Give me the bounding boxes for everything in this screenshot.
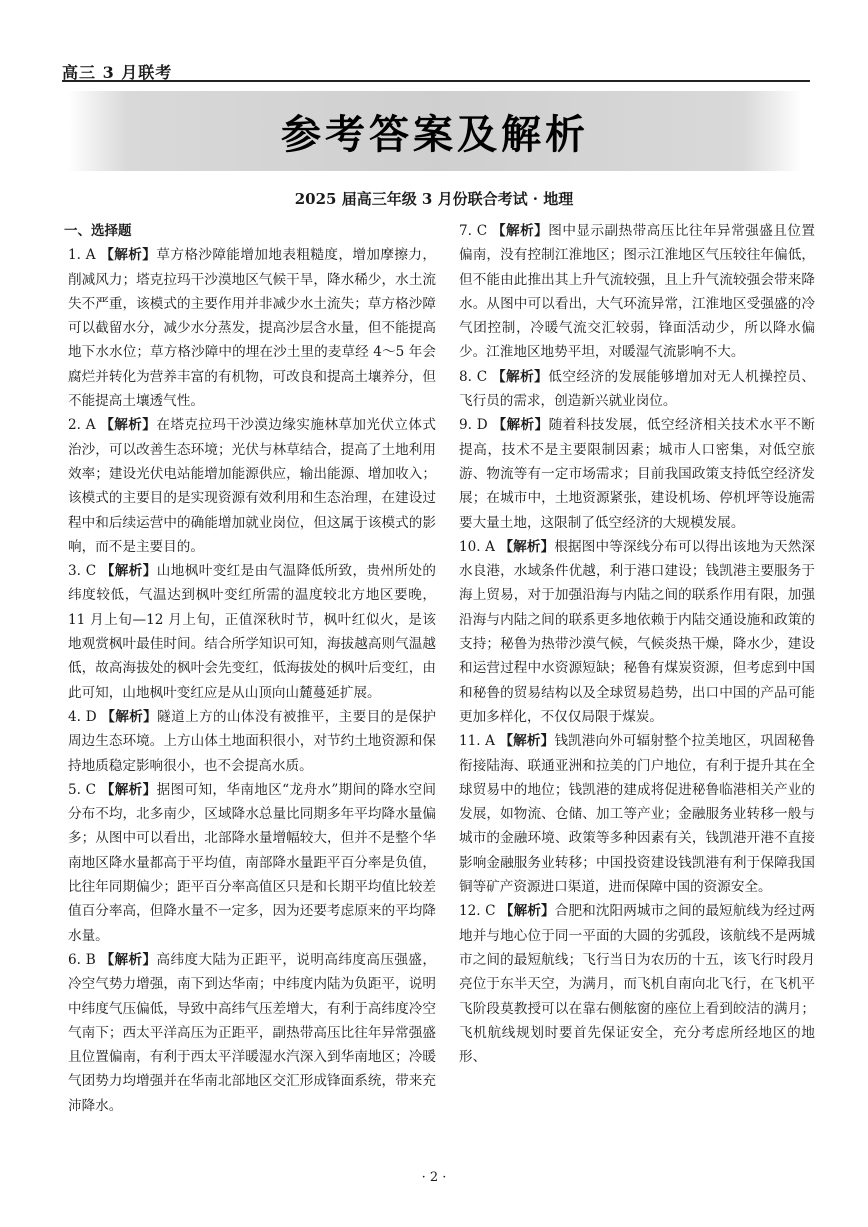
answer-item-11: 11. A 【解析】钱凯港向外可辐射整个拉美地区，巩固秘鲁衔接陆海、联通亚洲和拉美的门户地位，有利于提升其在全球贸易中的地位；钱凯港的建成将促进秘鲁临港相关产业的发展，如物流、仓储、加工等产业；金融服务业转移一般与城市的金融环境、政策等多种因素有关，钱凯港开港不直接影响金融服务业转移；中国投资建设钱凯港有利于保障我国铜等矿产资源进口渠道，进而保障中国的资源安全。: [459, 733, 816, 896]
answer-item-5: 5. C 【解析】据图可知，华南地区“龙舟水”期间的降水空间分布不均，北多南少，区域降水总量比同期多年平均降水量偏多；从图中可以看出，北部降水量增幅较大，但并不是整个华南地区降水量都高于平均值，南部降水量距平百分率是负值，比往年同期偏少；距平百分率高值区只是和长期平均值比较差值百分率高，但降水量不一定多，因为还要考虑原来的平均降水量。: [68, 781, 436, 944]
header-rule: [62, 80, 810, 82]
answer-item-3: 3. C 【解析】山地枫叶变红是由气温降低所致，贵州所处的纬度较低，气温达到枫叶变红所需的温度较北方地区要晚，11 月上旬—12 月上旬，正值深秋时节，枫叶红似火，是该地观赏枫叶最佳时间。结合所学知识可知，海拔越高则气温越低，故高海拔处的枫叶会先变红，低海拔处的枫叶后变红，由此可知，山地枫叶变红应是从山顶向山麓蔓延扩展。: [68, 563, 437, 701]
answer-item-10: 10. A 【解析】根据图中等深线分布可以得出该地为天然深水良港，水域条件优越，利于港口建设；钱凯港主要服务于海上贸易，对于加强沿海与内陆之间的联系作用有限，加强沿海与内陆之间的联系更多地依赖于内陆交通设施和政策的支持；秘鲁为热带沙漠气候，气候炎热干燥，降水少，建设和运营过程中水资源短缺；秘鲁有煤炭资源，但考虑到中国和秘鲁的贸易结构以及全球贸易趋势，出口中国的产品可能更加多样化，不仅仅局限于煤炭。: [459, 538, 816, 725]
answer-item-9: 9. D 【解析】随着科技发展，低空经济相关技术水平不断提高，技术不是主要限制因素；城市人口密集，对低空旅游、物流等有一定市场需求；目前我国政策支持低空经济发展；在城市中，土地资源紧张，建设机场、停机坪等设施需要大量土地，这限制了低空经济的大规模发展。: [459, 417, 816, 531]
right-column: [455, 219, 815, 1069]
answer-item-2: 2. A 【解析】在塔克拉玛干沙漠边缘实施林草加光伏立体式治沙，可以改善生态环境；光伏与林草结合，提高了土地利用效率；建设光伏电站能增加能源供应，输出能源、增加收入；该模式的主要目的是实现资源有效利用和生态治理，在建设过程中和后续运营中的确能增加就业岗位，但这属于该模式的影响，而不是主要目的。: [68, 417, 436, 555]
answer-item-8: 8. C 【解析】低空经济的发展能够增加对无人机操控员、飞行员的需求，创造新兴就业岗位。: [459, 368, 816, 410]
answer-item-1: 1. A 【解析】草方格沙障能增加地表粗糙度，增加摩擦力，削减风力；塔克拉玛干沙漠地区气候干旱，降水稀少，水土流失不严重，该模式的主要作用并非减少水土流失；草方格沙障可以截留水分，减少水分蒸发，提高沙层含水量，但不能提高地下水水位；草方格沙障中的埋在沙土里的麦草经 4～5 年会腐烂并转化为营养丰富的有机物，可改良和提高土壤养分，但不能提高土壤透气性。: [68, 247, 436, 410]
page-number: · 2 ·: [421, 1170, 447, 1185]
left-column: [64, 219, 436, 1118]
answer-item-7: 7. C 【解析】图中显示副热带高压比往年异常强盛且位置偏南，没有控制江淮地区；图示江淮地区气压较往年偏低，但不能由此推出其上升气流较强，且上升气流较强会带来降水。从图中可以看出，大气环流异常，江淮地区受强盛的冷气团控制，冷暖气流交汇较弱，锋面活动少，所以降水偏少。江淮地区地势平坦，对暖湿气流影响不大。: [459, 223, 816, 361]
section-title: 一、选择题: [64, 223, 132, 239]
exam-title: 2025 届高三年级 3 月份联合考试 · 地理: [294, 190, 574, 208]
header-label: 高三 3 月联考: [62, 63, 173, 82]
answer-item-6: 6. B 【解析】高纬度大陆为正距平，说明高纬度高压强盛，冷空气势力增强，南下到达华南；中纬度内陆为负距平，说明中纬度气压偏低，导致中高纬气压差增大，有利于高纬度冷空气南下；西太平洋高压为正距平，副热带高压比往年异常强盛且位置偏南，有利于西太平洋暖湿水汽深入到华南地区；冷暖气团势力均增强并在华南北部地区交汇形成锋面系统，带来充沛降水。: [68, 951, 437, 1114]
banner-title: 参考答案及解析: [281, 111, 589, 158]
answer-item-4: 4. D 【解析】隧道上方的山体没有被推平，主要目的是保护周边生态环境。上方山体土地面积很小，对节约土地资源和保持地质稳定影响很小，也不会提高水质。: [68, 708, 437, 774]
answer-item-12: 12. C 【解析】合肥和沈阳两城市之间的最短航线为经过两地并与地心位于同一平面的大圆的劣弧段，该航线不是两城市之间的最短航线；飞行当日为农历的十五，该飞行时段月亮位于东半天空，为满月，而飞机自南向北飞行，在飞机平飞阶段莫教授可以在靠右侧舷窗的座位上看到皎洁的满月；飞机航线规划时要首先保证安全，充分考虑所经地区的地形、: [459, 903, 816, 1066]
title-banner: [68, 91, 802, 171]
